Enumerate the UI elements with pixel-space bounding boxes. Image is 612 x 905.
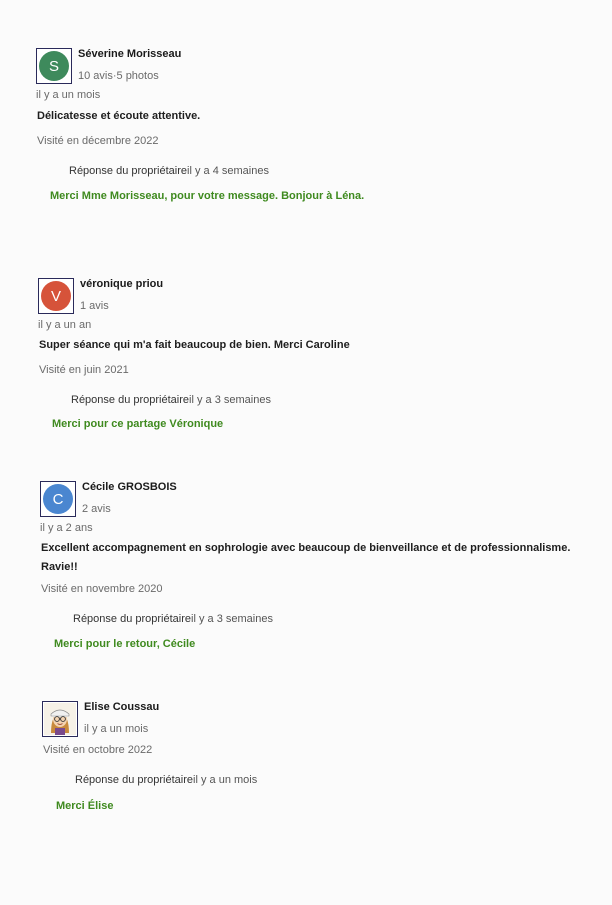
review-text: Délicatesse et écoute attentive. <box>37 110 201 122</box>
owner-reply-text: Merci pour le retour, Cécile <box>54 638 196 650</box>
review-text: Excellent accompagnement en sophrologie avec beaucoup de bienveillance et de professionnalisme. Ravie!! <box>41 542 571 573</box>
owner-reply-text: Merci pour ce partage Véronique <box>52 418 224 430</box>
reviewer-name[interactable]: Séverine Morisseau <box>78 48 182 60</box>
reviewer-name[interactable]: Elise Coussau <box>84 701 160 713</box>
review-date: il y a un an <box>38 319 92 331</box>
reviewer-meta: 1 avis <box>80 300 109 312</box>
owner-response-date: il y a un mois <box>193 774 258 786</box>
reviewer-name[interactable]: Cécile GROSBOIS <box>82 481 177 493</box>
reviewer-name[interactable]: véronique priou <box>80 278 164 290</box>
visit-date: Visité en novembre 2020 <box>41 583 163 595</box>
avatar-initial: C <box>43 484 73 514</box>
reviewer-meta: 10 avis·5 photos <box>78 70 159 82</box>
review-date: il y a un mois <box>36 89 101 101</box>
owner-reply-text: Merci Élise <box>56 800 114 812</box>
owner-response-date: il y a 3 semaines <box>191 613 273 625</box>
owner-response-header <box>69 165 269 177</box>
review-date: il y a 2 ans <box>40 522 93 534</box>
cartoon-avatar-icon <box>44 703 76 735</box>
review-text: Super séance qui m'a fait beaucoup de bien. Merci Caroline <box>39 339 350 351</box>
visit-date: Visité en juin 2021 <box>39 364 129 376</box>
avatar[interactable] <box>40 481 76 517</box>
avatar-initial: S <box>39 51 69 81</box>
owner-response-date: il y a 4 semaines <box>187 165 269 177</box>
owner-reply-text: Merci Mme Morisseau, pour votre message. Bonjour à Léna. <box>50 190 365 202</box>
avatar[interactable] <box>36 48 72 84</box>
avatar[interactable] <box>42 701 78 737</box>
avatar-initial: V <box>41 281 71 311</box>
owner-response-header <box>73 613 273 625</box>
owner-response-label: Réponse du propriétaire <box>71 394 190 406</box>
reviewer-meta: 2 avis <box>82 503 111 515</box>
visit-date: Visité en décembre 2022 <box>37 135 159 147</box>
owner-response-header <box>71 394 271 406</box>
visit-date: Visité en octobre 2022 <box>43 744 153 756</box>
review-date: il y a un mois <box>84 723 149 735</box>
owner-response-header <box>75 774 257 786</box>
owner-response-label: Réponse du propriétaire <box>73 613 192 625</box>
avatar[interactable] <box>38 278 74 314</box>
owner-response-date: il y a 3 semaines <box>189 394 271 406</box>
owner-response-label: Réponse du propriétaire <box>69 165 188 177</box>
owner-response-label: Réponse du propriétaire <box>75 774 194 786</box>
